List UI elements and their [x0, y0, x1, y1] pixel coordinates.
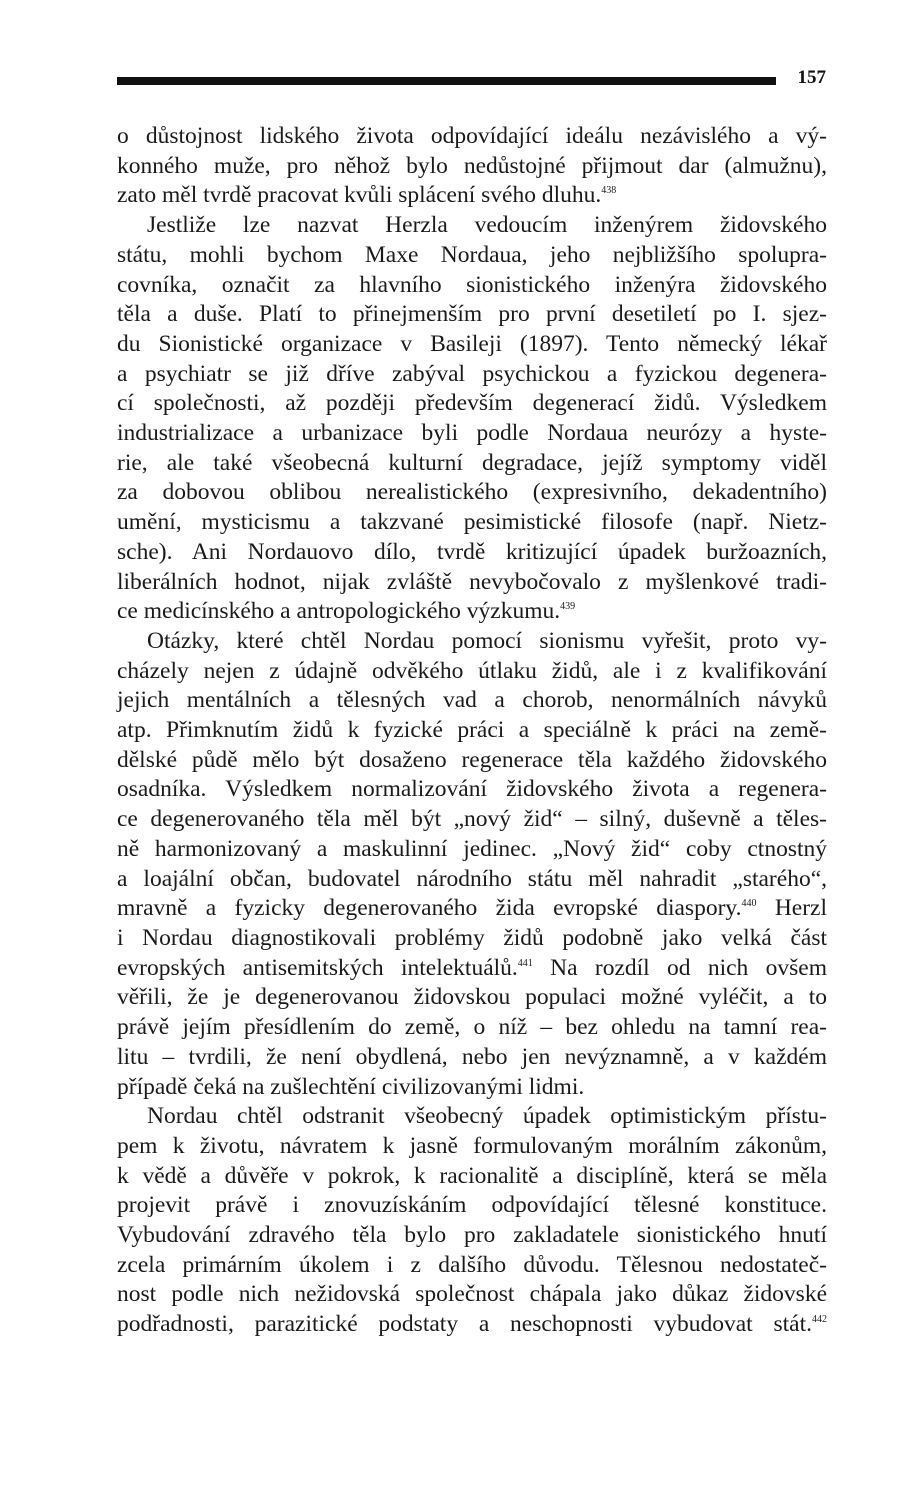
line-text: litu – tvrdili, že není obydlená, nebo jen nevýznamně, a v každém	[117, 1043, 827, 1070]
text-line	[117, 508, 827, 538]
footnote-marker: 439	[560, 601, 576, 613]
line-text-continued: Herzl	[756, 895, 828, 922]
paragraph	[117, 1102, 827, 1340]
text-line	[117, 330, 827, 360]
line-text: liberálních hodnot, nijak zvláště nevybočovalo z myšlenkové tradi-	[117, 568, 827, 595]
text-line	[117, 152, 827, 182]
text-line	[117, 1132, 827, 1162]
text-line	[117, 597, 827, 627]
line-text: k vědě a důvěře v pokrok, k racionalitě a disciplíně, která se měla	[117, 1162, 827, 1189]
line-text: cí společnosti, až později především degenerací židů. Výsledkem	[117, 390, 827, 417]
line-text: těla a duše. Platí to přinejmenším pro první desetiletí po I. sjez-	[117, 301, 827, 328]
line-text: zato měl tvrdě pracovat kvůli splácení svého dluhu.	[117, 182, 602, 209]
text-line	[117, 865, 827, 895]
text-line	[117, 1162, 827, 1192]
text-line	[117, 716, 827, 746]
line-text: Otázky, které chtěl Nordau pomocí sionismu vyřešit, proto vy-	[147, 627, 827, 654]
text-line	[117, 835, 827, 865]
text-line	[117, 271, 827, 301]
line-text: du Sionistické organizace v Basileji (1897). Tento německý lékař	[117, 330, 827, 357]
text-line	[117, 983, 827, 1013]
page-number: 157	[797, 67, 826, 88]
text-line	[117, 924, 827, 954]
line-text: o důstojnost lidského života odpovídající ideálu nezávislého a vý-	[117, 123, 827, 149]
paragraph	[117, 211, 827, 627]
text-line	[117, 449, 827, 479]
line-text: covníka, označit za hlavního sionistického inženýra židovského	[117, 271, 827, 298]
text-line	[117, 1221, 827, 1251]
text-line	[117, 954, 827, 984]
text-line	[117, 538, 827, 568]
paragraph	[117, 122, 827, 211]
body-text	[117, 122, 827, 1340]
text-line	[117, 686, 827, 716]
text-line	[117, 211, 827, 241]
line-text: a loajální občan, budovatel národního státu měl nahradit „starého“,	[117, 865, 827, 892]
text-line	[117, 389, 827, 419]
line-text: dělské půdě mělo být dosaženo regenerace těla každého židovského	[117, 746, 827, 773]
line-text: právě jejím přesídlením do země, o níž – bez ohledu na tamní rea-	[117, 1014, 827, 1041]
paragraph	[117, 627, 827, 1102]
line-text: industrializace a urbanizace byli podle Nordaua neurózy a hyste-	[117, 420, 827, 447]
text-line	[117, 181, 827, 211]
line-text: projevit právě i znovuzískáním odpovídající tělesné konstituce.	[117, 1192, 827, 1219]
line-text: podřadnosti, parazitické podstaty a neschopnosti vybudovat stát.	[117, 1311, 812, 1338]
text-line	[117, 568, 827, 598]
footnote-marker: 438	[601, 185, 617, 197]
line-text: osadníka. Výsledkem normalizování židovského života a regenera-	[117, 776, 827, 803]
line-text: pem k životu, návratem k jasně formulovaným morálním zákonům,	[117, 1132, 827, 1159]
line-text: a psychiatr se již dříve zabýval psychickou a fyzickou degenera-	[117, 360, 827, 387]
line-text: zcela primárním úkolem i z dalšího důvodu. Tělesnou nedostateč-	[117, 1251, 827, 1278]
line-text: nost podle nich nežidovská společnost chápala jako důkaz židovské	[117, 1281, 827, 1308]
text-line	[117, 746, 827, 776]
text-line	[117, 122, 827, 152]
text-line	[117, 657, 827, 687]
footnote-marker: 442	[812, 1314, 827, 1326]
header-rule	[117, 77, 776, 85]
text-line	[117, 1251, 827, 1281]
text-line	[117, 1043, 827, 1073]
line-text: konného muže, pro něhož bylo nedůstojné přijmout dar (almužnu),	[117, 152, 827, 179]
line-text: jejich mentálních a tělesných vad a chorob, nenormálních návyků	[117, 687, 827, 714]
line-text: Jestliže lze nazvat Herzla vedoucím inženýrem židovského	[147, 212, 827, 239]
line-text-continued: Na rozdíl od nich ovšem	[532, 954, 828, 981]
text-line	[117, 1013, 827, 1043]
line-text: evropských antisemitských intelektuálů.	[117, 954, 518, 981]
text-line	[117, 300, 827, 330]
line-text: Nordau chtěl odstranit všeobecný úpadek optimistickým přístu-	[147, 1103, 827, 1130]
line-text: věřili, že je degenerovanou židovskou populaci možné vyléčit, a to	[117, 984, 827, 1011]
footnote-marker: 440	[741, 898, 757, 910]
text-line	[117, 1073, 827, 1103]
line-text: Vybudování zdravého těla bylo pro zakladatele sionistického hnutí	[117, 1222, 827, 1249]
text-line	[117, 241, 827, 271]
line-text: ně harmonizovaný a maskulinní jedinec. „Nový žid“ coby ctnostný	[117, 835, 827, 862]
text-line	[117, 627, 827, 657]
text-line	[117, 478, 827, 508]
text-line	[117, 1280, 827, 1310]
text-line	[117, 1102, 827, 1132]
text-line	[117, 894, 827, 924]
text-line	[117, 775, 827, 805]
text-line	[117, 1191, 827, 1221]
line-text: rie, ale také všeobecná kulturní degradace, jejíž symptomy viděl	[117, 449, 827, 476]
text-line	[117, 805, 827, 835]
line-text: ce medicínského a antropologického výzkumu.	[117, 598, 561, 625]
text-line	[117, 360, 827, 390]
line-text: mravně a fyzicky degenerovaného žida evropské diaspory.	[117, 895, 742, 922]
text-line	[117, 419, 827, 449]
line-text: cházely nejen z údajně odvěkého útlaku židů, ale i z kvalifikování	[117, 657, 827, 684]
line-text: atp. Přimknutím židů k fyzické práci a speciálně k práci na země-	[117, 717, 827, 744]
line-text: sche). Ani Nordauovo dílo, tvrdě kritizující úpadek buržoazních,	[117, 538, 827, 565]
line-text: i Nordau diagnostikovali problémy židů podobně jako velká část	[117, 924, 827, 951]
text-line	[117, 1310, 827, 1340]
line-text: za dobovou oblibou nerealistického (expresivního, dekadentního)	[117, 479, 827, 506]
line-text: státu, mohli bychom Maxe Nordaua, jeho nejbližšího spolupra-	[117, 241, 827, 268]
line-text: případě čeká na zušlechtění civilizovanými lidmi.	[117, 1073, 585, 1100]
line-text: ce degenerovaného těla měl být „nový žid“ – silný, duševně a těles-	[117, 806, 827, 833]
line-text: umění, mysticismu a takzvané pesimistické filosofe (např. Nietz-	[117, 509, 827, 536]
footnote-marker: 441	[517, 957, 533, 969]
